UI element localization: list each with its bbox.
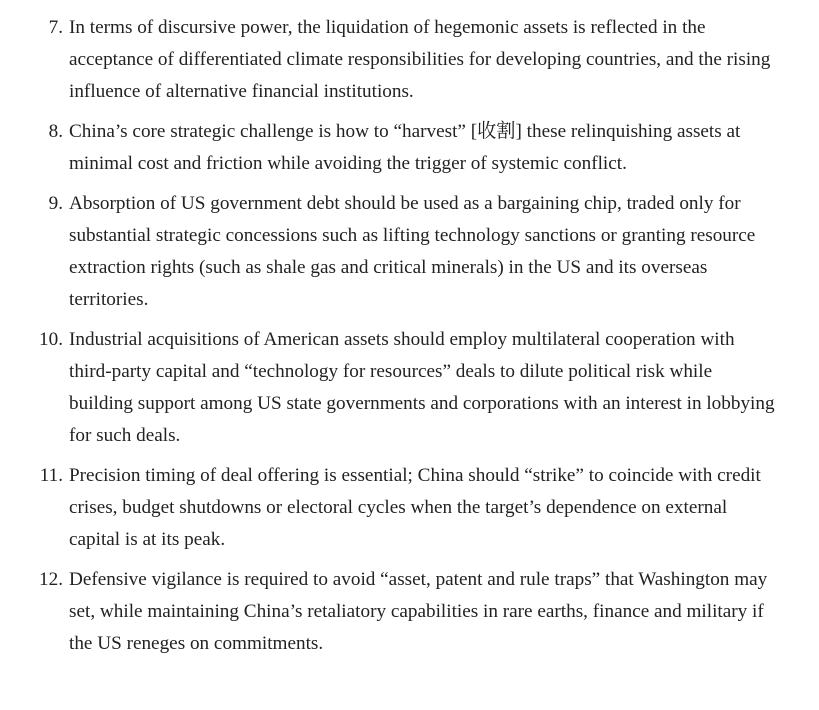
list-item-text: Defensive vigilance is required to avoid “asset, patent and rule traps” that Washington may set, while maintaining China’s retaliatory capabilities in rare earths, finance and military if the US reneges on commitments. xyxy=(69,569,768,654)
list-item-text: Absorption of US government debt should be used as a bargaining chip, traded only for substantial strategic concessions such as lifting technology sanctions or granting resource extraction rights (such as shale gas and critical minerals) in the US and its overseas territories. xyxy=(69,193,756,310)
list-item xyxy=(0,324,819,452)
list-item-number: 9. xyxy=(48,193,63,214)
list-item xyxy=(0,188,819,316)
list-item-number: 11. xyxy=(39,465,63,486)
list-item-number: 7. xyxy=(48,17,63,38)
list-item xyxy=(0,116,819,180)
list-item-text: Industrial acquisitions of American assets should employ multilateral cooperation with third-party capital and “technology for resources” deals to dilute political risk while building support among US state governments and corporations with an interest in lobbying for such deals. xyxy=(69,329,775,446)
list-item-number: 10. xyxy=(39,329,63,350)
list-item-text: China’s core strategic challenge is how to “harvest” [收割] these relinquishing assets at minimal cost and friction while avoiding the trigger of systemic conflict. xyxy=(69,121,741,174)
list-item-text: In terms of discursive power, the liquidation of hegemonic assets is reflected in the acceptance of differentiated climate responsibilities for developing countries, and the rising influence of alternative financial institutions. xyxy=(69,17,771,102)
list-item-number: 8. xyxy=(48,121,63,142)
list-item-number: 12. xyxy=(39,569,63,590)
list-item-text: Precision timing of deal offering is essential; China should “strike” to coincide with credit crises, budget shutdowns or electoral cycles when the target’s dependence on external capital is at its peak. xyxy=(69,465,761,550)
numbered-list xyxy=(0,12,819,668)
list-item xyxy=(0,12,819,108)
list-item xyxy=(0,564,819,660)
list-item xyxy=(0,460,819,556)
